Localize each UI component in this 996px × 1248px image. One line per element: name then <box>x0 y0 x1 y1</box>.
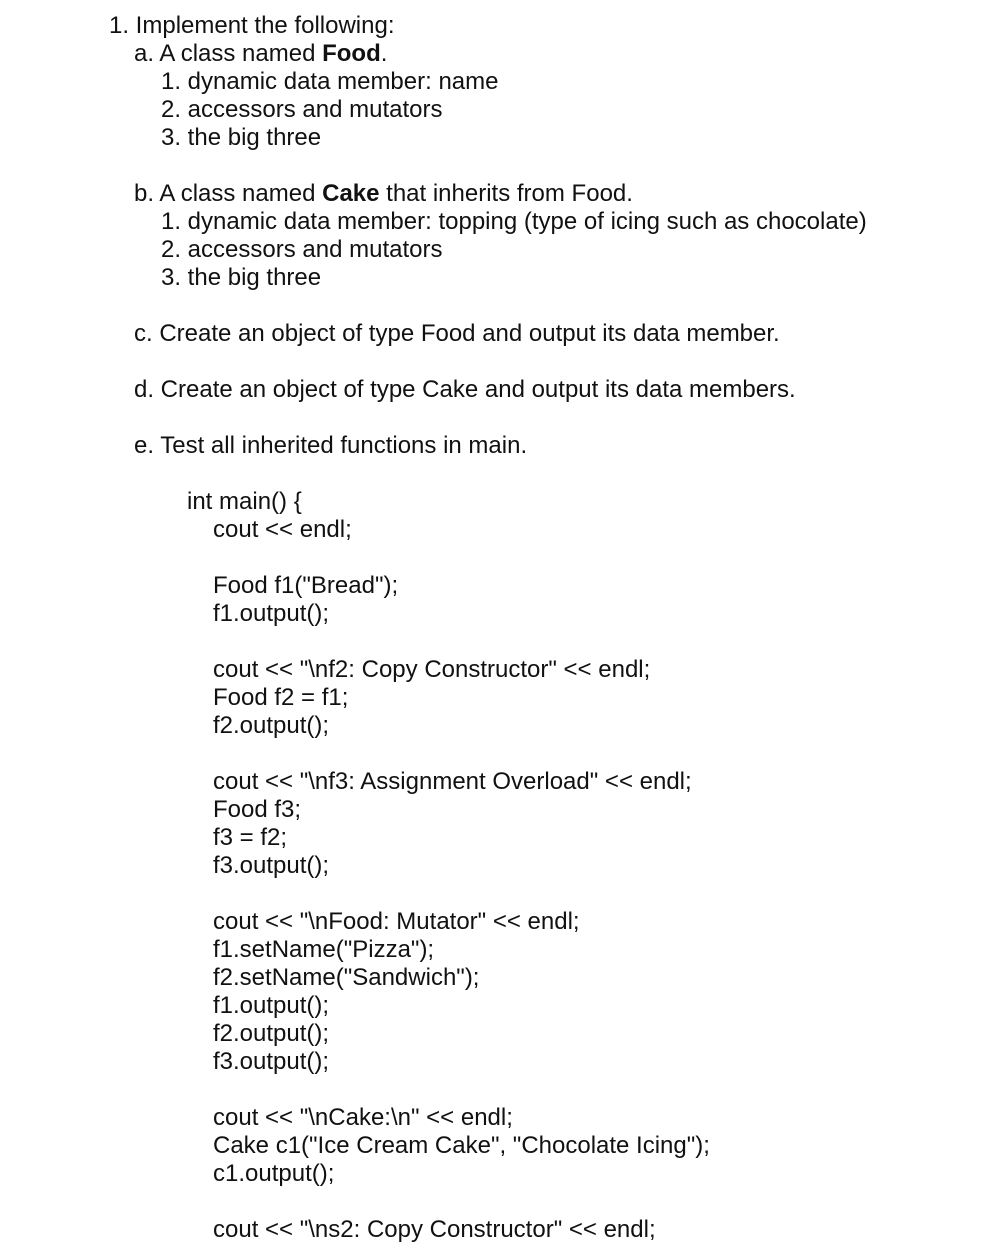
part-b-item: 3. the big three <box>161 264 322 291</box>
part-e-text: e. Test all inherited functions in main. <box>134 432 528 459</box>
code-line: c1.output(); <box>213 1160 335 1187</box>
part-c-text: c. Create an object of type Food and output its data member. <box>134 320 780 347</box>
code-line: f1.output(); <box>213 992 330 1019</box>
code-line: f2.output(); <box>213 1020 330 1047</box>
code-line: Cake c1("Ice Cream Cake", "Chocolate Icing"); <box>213 1132 710 1159</box>
code-line: f2.output(); <box>213 712 330 739</box>
part-d-text: d. Create an object of type Cake and output its data members. <box>134 376 796 403</box>
assignment-heading: 1. Implement the following: <box>109 12 395 39</box>
code-main-open: int main() { <box>187 488 302 515</box>
code-line: f2.setName("Sandwich"); <box>213 964 480 991</box>
part-a-suffix: . <box>380 40 388 67</box>
code-line: cout << "\nCake:\n" << endl; <box>213 1104 513 1131</box>
code-line: cout << "\nFood: Mutator" << endl; <box>213 908 580 935</box>
code-line: Food f3; <box>213 796 302 823</box>
code-line: f3 = f2; <box>213 824 288 851</box>
part-b-suffix: that inherits from Food. <box>379 180 633 207</box>
code-line: f1.output(); <box>213 600 330 627</box>
code-line: cout << endl; <box>213 516 352 543</box>
code-line: Food f2 = f1; <box>213 684 349 711</box>
code-line: f1.setName("Pizza"); <box>213 936 435 963</box>
code-line: f3.output(); <box>213 852 330 879</box>
part-a-item: 3. the big three <box>161 124 322 151</box>
part-b-prefix: b. A class named <box>134 180 323 207</box>
part-a-item: 2. accessors and mutators <box>161 96 443 123</box>
code-line: cout << "\ns2: Copy Constructor" << endl; <box>213 1216 656 1243</box>
part-b-title <box>134 180 633 208</box>
part-a-item: 1. dynamic data member: name <box>161 68 499 95</box>
code-line: cout << "\nf2: Copy Constructor" << endl; <box>213 656 651 683</box>
part-b-item: 1. dynamic data member: topping (type of icing such as chocolate) <box>161 208 867 235</box>
part-a-prefix: a. A class named <box>134 40 323 67</box>
part-a-title <box>134 40 387 68</box>
part-b-class-name: Cake <box>322 180 380 207</box>
code-line: f3.output(); <box>213 1048 330 1075</box>
code-line: cout << "\nf3: Assignment Overload" << endl; <box>213 768 692 795</box>
code-line: Food f1("Bread"); <box>213 572 399 599</box>
part-a-class-name: Food <box>322 40 381 67</box>
part-b-item: 2. accessors and mutators <box>161 236 443 263</box>
